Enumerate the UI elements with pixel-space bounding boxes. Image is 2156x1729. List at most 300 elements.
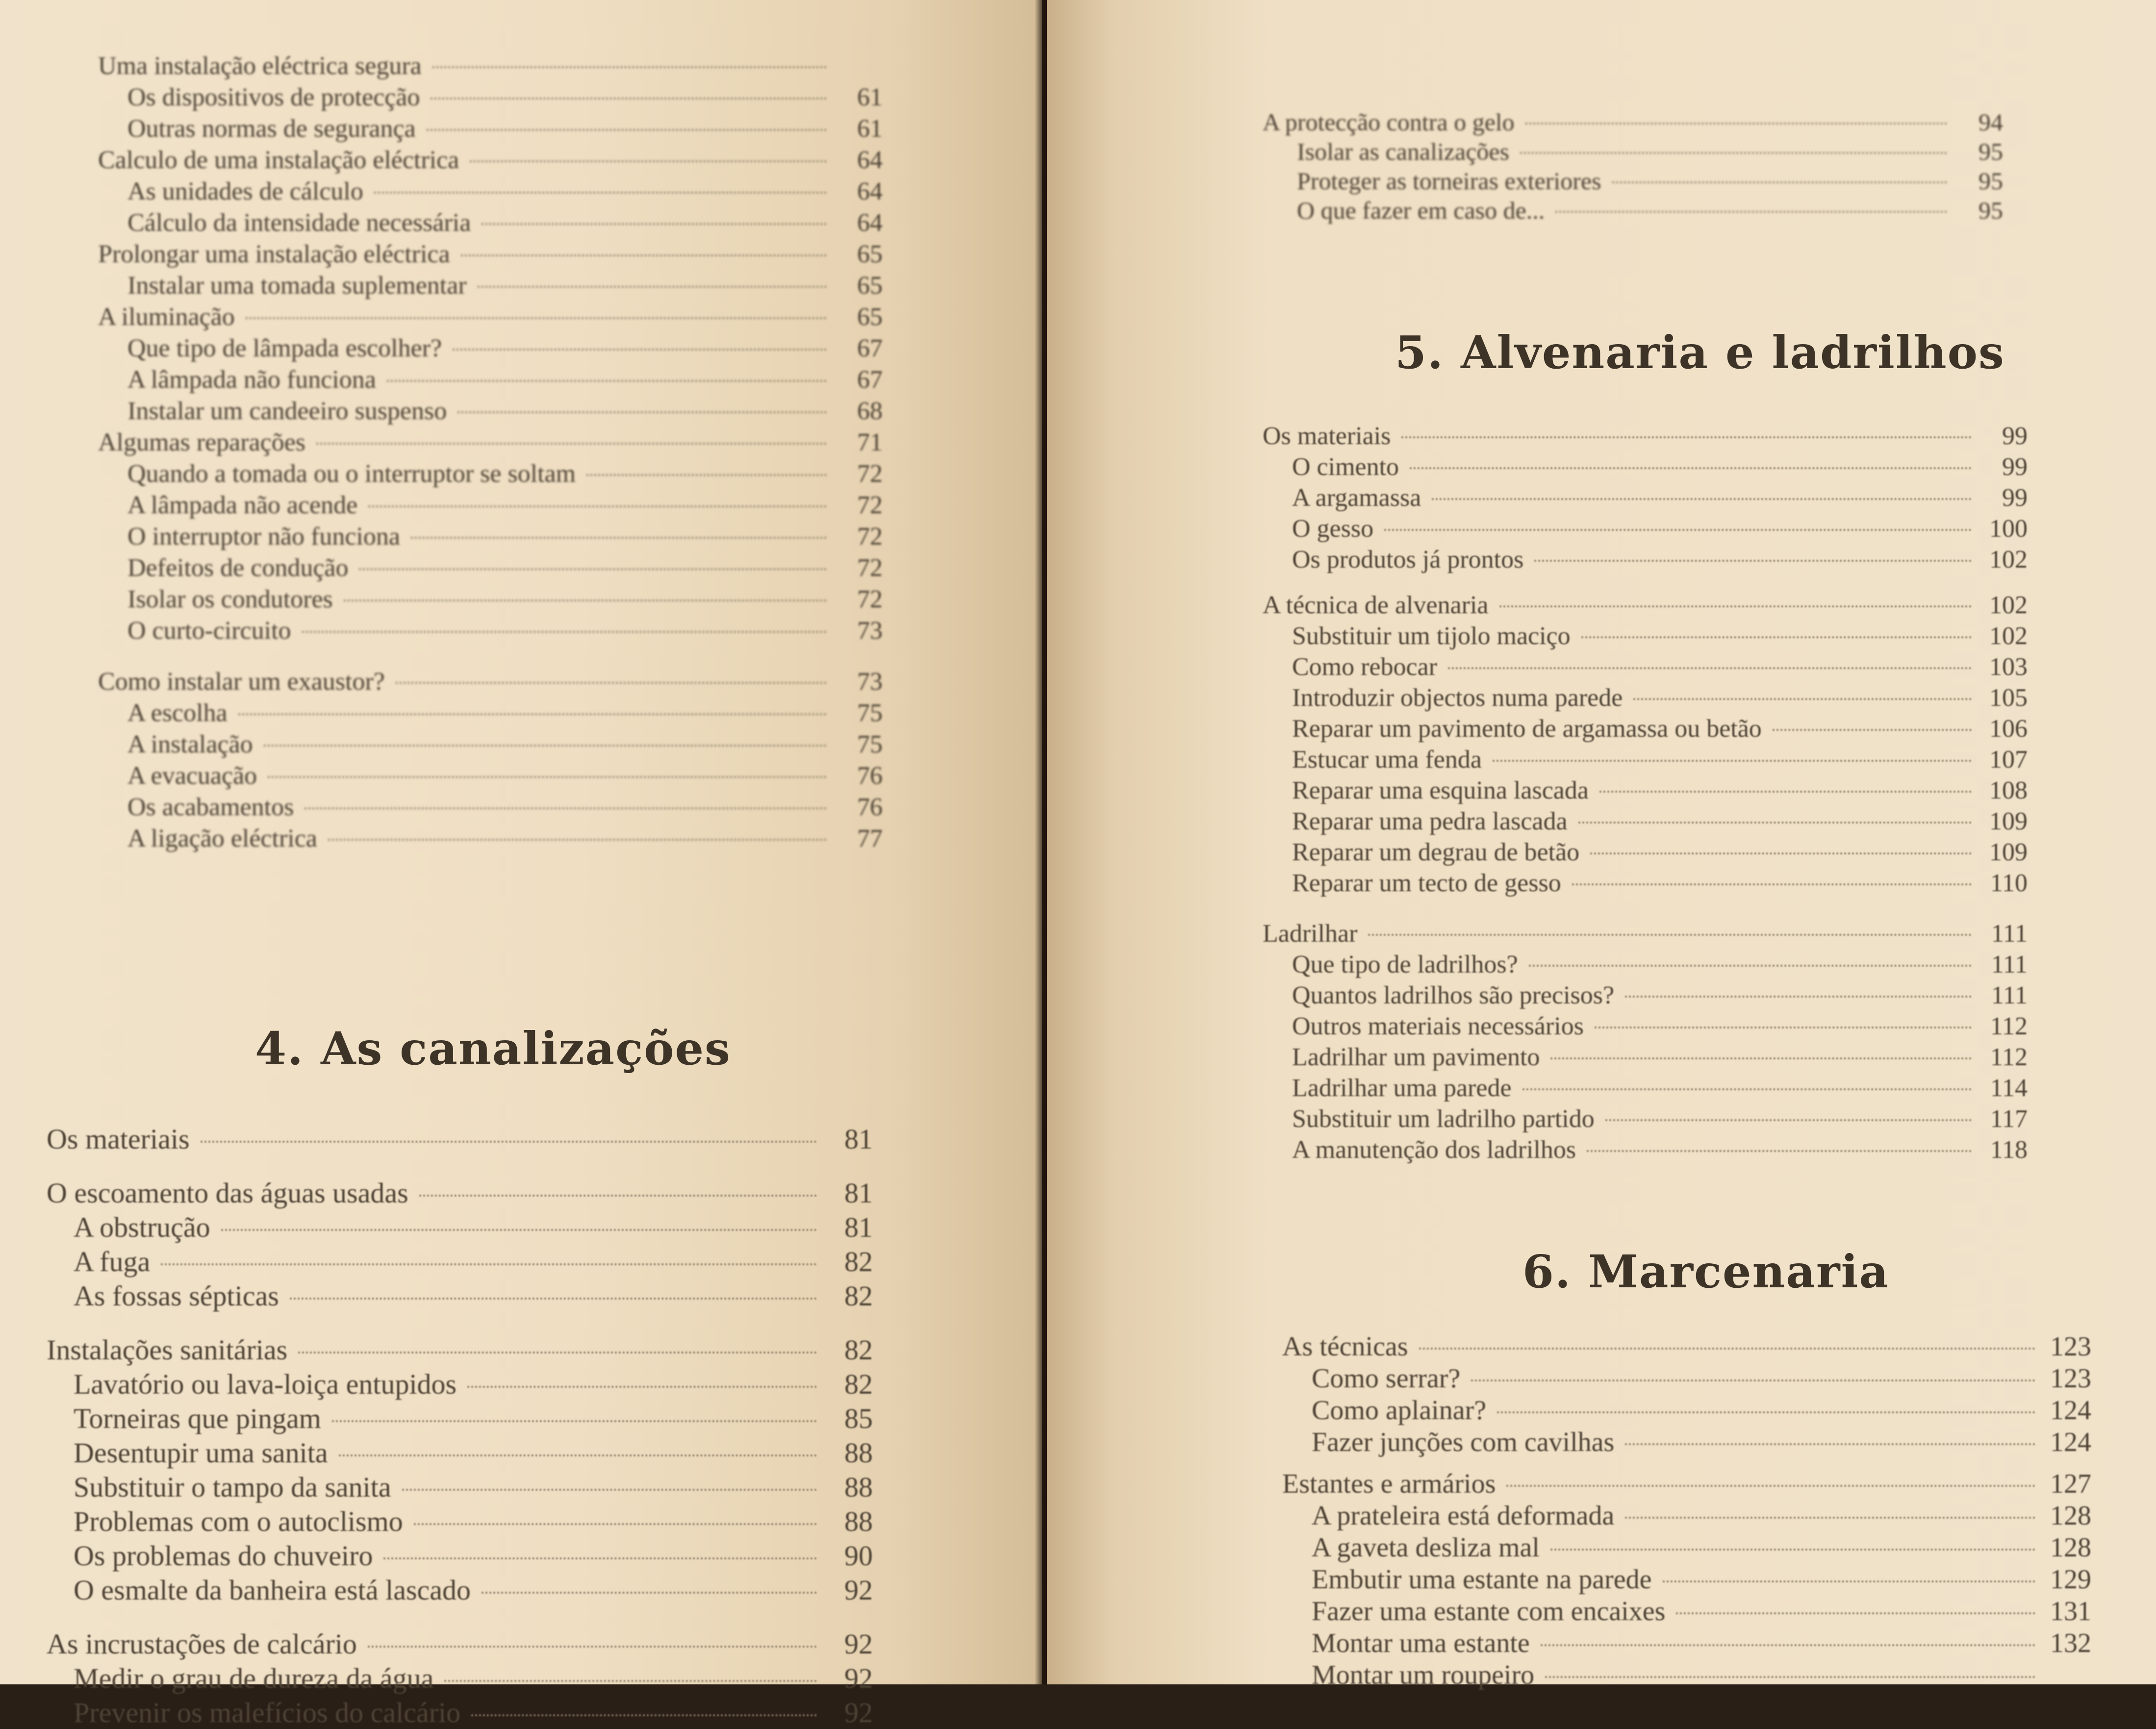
toc-entry-label: Fazer junções com cavilhas <box>1312 1427 1615 1457</box>
toc-entry-page-number: 131 <box>2050 1596 2091 1627</box>
toc-entry <box>98 667 883 696</box>
toc-entry-label: Como aplainar? <box>1312 1395 1487 1426</box>
toc-entry-label: O curto-circuito <box>127 617 291 645</box>
toc-entry-label: Instalar uma tomada suplementar <box>127 272 467 300</box>
toc-entry <box>127 553 883 582</box>
toc-entry-page-number: 67 <box>857 366 883 394</box>
toc-entry-leader-dots <box>368 505 827 507</box>
toc-entry-leader-dots <box>467 1386 817 1388</box>
toc-entry-page-number: 81 <box>844 1211 873 1243</box>
toc-entry-leader-dots <box>478 286 827 288</box>
toc-entry-page-number: 61 <box>857 83 883 111</box>
toc-entry-leader-dots <box>1663 1580 2036 1582</box>
toc-entry <box>47 1333 873 1366</box>
toc-entry-leader-dots <box>1534 560 1972 562</box>
toc-entry-leader-dots <box>586 474 827 476</box>
toc-entry-page-number: 118 <box>1990 1136 2028 1164</box>
toc-entry-page-number: 88 <box>844 1437 873 1469</box>
toc-entry <box>74 1662 873 1695</box>
left-page <box>0 0 1042 1729</box>
toc-entry <box>1292 483 2028 512</box>
toc-entry-leader-dots <box>396 682 827 684</box>
toc-entry <box>1312 1363 2091 1394</box>
toc-entry-label: As incrustações de calcário <box>47 1628 357 1660</box>
toc-entry-label: A escolha <box>127 699 228 727</box>
toc-entry-page-number: 72 <box>857 523 883 551</box>
toc-entry <box>1292 714 2028 743</box>
toc-entry-label: A instalação <box>127 730 253 758</box>
toc-entry-label: A argamassa <box>1292 484 1421 512</box>
toc-entry-leader-dots <box>1555 211 1947 213</box>
toc-entry <box>1263 422 2028 451</box>
toc-entry-label: A lâmpada não funciona <box>127 366 376 394</box>
toc-entry-leader-dots <box>1384 529 1972 531</box>
toc-entry <box>98 146 883 175</box>
toc-entry-page-number: 73 <box>857 668 883 696</box>
toc-entry-label: Introduzir objectos numa parede <box>1292 684 1623 712</box>
toc-entry-leader-dots <box>1676 1612 2035 1614</box>
toc-entry-leader-dots <box>1545 1676 2035 1678</box>
toc-entry-label: Reparar um pavimento de argamassa ou betão <box>1292 715 1762 743</box>
toc-entry-label: Como rebocar <box>1292 653 1438 681</box>
toc-entry-page-number: 72 <box>857 554 883 582</box>
toc-entry-page-number: 76 <box>857 793 883 821</box>
toc-entry-label: Medir o grau de dureza da água <box>74 1662 434 1694</box>
toc-entry <box>127 397 883 426</box>
toc-entry-leader-dots <box>328 839 827 841</box>
toc-entry <box>47 1123 873 1155</box>
toc-entry <box>1312 1628 2091 1659</box>
toc-entry-leader-dots <box>402 1489 817 1491</box>
toc-entry-label: Torneiras que pingam <box>74 1403 321 1434</box>
toc-entry-leader-dots <box>1633 698 1972 700</box>
toc-entry-label: A protecção contra o gelo <box>1263 108 1515 136</box>
toc-entry <box>127 793 883 822</box>
toc-entry <box>98 302 883 331</box>
toc-entry <box>127 271 883 300</box>
toc-entry-page-number: 100 <box>1989 515 2028 543</box>
toc-entry-label: Como serrar? <box>1312 1363 1461 1394</box>
toc-entry-label: Os acabamentos <box>127 793 294 821</box>
toc-entry-page-number: 85 <box>844 1403 873 1434</box>
toc-entry <box>74 1279 873 1312</box>
toc-entry <box>1297 196 2003 225</box>
toc-entry-leader-dots <box>304 807 827 809</box>
toc-entry <box>1292 1104 2028 1133</box>
toc-entry-label: Reparar uma esquina lascada <box>1292 777 1589 804</box>
toc-entry-page-number: 67 <box>857 334 883 362</box>
toc-entry <box>127 585 883 614</box>
toc-entry-leader-dots <box>471 1714 817 1716</box>
toc-entry-page-number: 64 <box>857 209 883 237</box>
toc-entry <box>127 114 883 143</box>
toc-entry-leader-dots <box>368 1646 817 1648</box>
toc-entry-label: Os materiais <box>1263 422 1391 450</box>
toc-entry <box>127 208 883 237</box>
toc-entry-label: A técnica de alvenaria <box>1263 591 1489 619</box>
toc-entry-page-number: 129 <box>2050 1564 2091 1595</box>
toc-entry-leader-dots <box>359 568 827 570</box>
toc-entry <box>1292 652 2028 681</box>
toc-entry-page-number: 108 <box>1989 777 2028 804</box>
toc-entry <box>1292 452 2028 481</box>
toc-entry-leader-dots <box>1525 123 1947 125</box>
toc-entry-label: Problemas com o autoclismo <box>74 1505 403 1537</box>
toc-entry-label: Quantos ladrilhos são precisos? <box>1292 981 1615 1009</box>
toc-entry-leader-dots <box>246 317 827 319</box>
toc-entry <box>1292 622 2028 651</box>
toc-entry <box>98 51 883 80</box>
toc-entry <box>1292 807 2028 836</box>
toc-entry <box>1282 1468 2091 1500</box>
toc-entry-leader-dots <box>1432 498 1972 500</box>
toc-entry-page-number: 72 <box>857 491 883 519</box>
toc-entry-leader-dots <box>344 600 827 601</box>
toc-entry-leader-dots <box>457 411 827 413</box>
toc-entry-page-number: 65 <box>857 303 883 331</box>
toc-entry-label: Lavatório ou lava-loiça entupidos <box>74 1368 457 1400</box>
toc-entry <box>1312 1596 2091 1627</box>
toc-entry-label: A fuga <box>74 1246 151 1278</box>
right-page <box>1047 0 2156 1690</box>
chapter-4-title: 4. As canalizações <box>255 1022 731 1075</box>
toc-entry-leader-dots <box>1410 467 1972 469</box>
toc-entry-page-number: 132 <box>2050 1628 2091 1658</box>
toc-entry-label: O cimento <box>1292 453 1399 481</box>
toc-entry-page-number: 102 <box>1989 622 2028 650</box>
toc-entry-leader-dots <box>221 1229 817 1231</box>
toc-entry-leader-dots <box>1590 852 1972 854</box>
toc-entry-label: A iluminação <box>98 303 235 331</box>
toc-entry-leader-dots <box>1368 934 1972 936</box>
toc-entry-label: O gesso <box>1292 515 1374 543</box>
toc-entry-label: Ladrilhar um pavimento <box>1292 1043 1540 1071</box>
toc-entry-leader-dots <box>1587 1150 1972 1152</box>
toc-entry-leader-dots <box>1493 760 1972 762</box>
toc-entry-page-number: 114 <box>1990 1074 2028 1102</box>
toc-entry-leader-dots <box>387 380 827 382</box>
toc-entry-leader-dots <box>1401 436 1972 438</box>
toc-entry-label: Prolongar uma instalação eléctrica <box>98 240 450 268</box>
toc-entry <box>1292 683 2028 712</box>
toc-entry-page-number: 124 <box>2050 1427 2091 1457</box>
toc-entry <box>1312 1659 2091 1691</box>
toc-entry-leader-dots <box>264 745 827 747</box>
toc-entry-label: Desentupir uma sanita <box>74 1437 328 1469</box>
toc-entry-page-number: 92 <box>844 1662 873 1694</box>
toc-entry-page-number: 65 <box>857 272 883 300</box>
toc-entry <box>74 1245 873 1278</box>
toc-entry-leader-dots <box>298 1352 817 1353</box>
toc-entry <box>74 1574 873 1606</box>
toc-entry-page-number: 82 <box>844 1280 873 1312</box>
toc-entry-leader-dots <box>444 1680 817 1682</box>
toc-entry <box>1297 137 2003 166</box>
toc-entry <box>1292 776 2028 805</box>
toc-entry-leader-dots <box>1506 1485 2035 1487</box>
toc-entry-page-number: 75 <box>857 730 883 758</box>
toc-entry-leader-dots <box>1497 1411 2035 1413</box>
toc-entry-leader-dots <box>1522 1088 1972 1090</box>
toc-entry-label: O esmalte da banheira está lascado <box>74 1574 471 1606</box>
toc-entry <box>127 616 883 645</box>
toc-entry-page-number: 95 <box>1978 197 2003 224</box>
toc-entry-page-number: 88 <box>844 1505 873 1537</box>
toc-entry-page-number: 128 <box>2050 1501 2091 1531</box>
toc-entry-leader-dots <box>1578 822 1972 824</box>
toc-entry-page-number: 99 <box>2002 453 2028 481</box>
toc-entry <box>127 365 883 394</box>
toc-entry-page-number: 88 <box>844 1471 873 1503</box>
toc-entry-page-number: 92 <box>844 1628 873 1660</box>
toc-entry <box>1312 1500 2091 1531</box>
toc-entry-leader-dots <box>316 443 827 445</box>
toc-entry-page-number: 102 <box>1989 546 2028 574</box>
toc-entry <box>1292 545 2028 574</box>
toc-entry <box>127 459 883 488</box>
toc-entry-label: Os materiais <box>47 1123 190 1155</box>
toc-entry <box>1292 838 2028 867</box>
toc-entry <box>127 824 883 853</box>
toc-entry-label: Estucar uma fenda <box>1292 746 1482 774</box>
toc-entry-label: A prateleira está deformada <box>1312 1501 1615 1531</box>
toc-entry-label: As técnicas <box>1282 1331 1408 1362</box>
toc-entry <box>1292 514 2028 543</box>
toc-entry-page-number: 81 <box>844 1123 873 1155</box>
toc-entry-label: O escoamento das águas usadas <box>47 1177 408 1209</box>
toc-entry-label: Proteger as torneiras exteriores <box>1297 167 1601 195</box>
toc-entry-label: Reparar um tecto de gesso <box>1292 869 1561 897</box>
toc-entry <box>127 699 883 727</box>
toc-entry <box>1292 1043 2028 1072</box>
toc-entry <box>74 1368 873 1401</box>
toc-entry-page-number: 75 <box>857 699 883 727</box>
toc-entry-page-number: 82 <box>844 1334 873 1366</box>
toc-entry-page-number: 102 <box>1989 591 2028 619</box>
toc-entry-leader-dots <box>268 776 827 778</box>
toc-entry-page-number: 123 <box>2050 1363 2091 1394</box>
toc-entry-page-number: 112 <box>1990 1043 2028 1071</box>
toc-entry-page-number: 77 <box>857 825 883 852</box>
toc-entry-leader-dots <box>1572 883 1972 885</box>
toc-entry-label: O que fazer em caso de... <box>1297 197 1545 224</box>
toc-entry-label: Outras normas de segurança <box>127 115 416 143</box>
toc-entry-label: Substituir um tijolo maciço <box>1292 622 1571 650</box>
toc-entry-page-number: 65 <box>857 240 883 268</box>
toc-entry-page-number: 68 <box>857 397 883 425</box>
toc-entry-page-number: 76 <box>857 762 883 790</box>
toc-entry-page-number: 95 <box>1978 167 2003 195</box>
toc-entry-page-number: 92 <box>844 1574 873 1606</box>
toc-entry <box>1263 919 2028 948</box>
toc-entry <box>1312 1532 2091 1563</box>
toc-entry-leader-dots <box>238 713 827 715</box>
toc-entry-page-number: 107 <box>1989 746 2028 774</box>
toc-entry-leader-dots <box>470 160 827 162</box>
toc-entry-page-number: 112 <box>1990 1012 2028 1040</box>
toc-entry <box>74 1211 873 1244</box>
toc-entry <box>1263 591 2028 620</box>
toc-entry <box>1292 950 2028 979</box>
toc-entry-page-number: 124 <box>2050 1395 2091 1426</box>
toc-entry-leader-dots <box>431 98 827 100</box>
toc-entry-leader-dots <box>302 631 827 633</box>
toc-entry-leader-dots <box>1595 1027 1972 1028</box>
toc-entry-leader-dots <box>1520 152 1947 154</box>
toc-entry-label: Algumas reparações <box>98 428 306 456</box>
toc-entry-label: Ladrilhar uma parede <box>1292 1074 1512 1102</box>
toc-entry <box>1263 108 2003 136</box>
toc-entry-leader-dots <box>1499 605 1972 607</box>
toc-entry-page-number: 92 <box>844 1697 873 1729</box>
toc-entry-leader-dots <box>161 1263 817 1265</box>
toc-entry <box>1312 1395 2091 1426</box>
toc-entry-leader-dots <box>1625 1443 2035 1445</box>
toc-entry-leader-dots <box>1550 1549 2035 1551</box>
toc-entry <box>1292 869 2028 898</box>
toc-entry <box>127 177 883 206</box>
toc-entry-label: Que tipo de ladrilhos? <box>1292 951 1518 978</box>
toc-entry-page-number: 71 <box>857 428 883 456</box>
toc-entry-page-number: 64 <box>857 146 883 174</box>
toc-entry <box>127 730 883 759</box>
toc-entry-label: Reparar uma pedra lascada <box>1292 807 1568 835</box>
toc-entry-page-number: 72 <box>857 460 883 488</box>
toc-entry-page-number: 109 <box>1989 807 2028 835</box>
toc-entry-page-number: 110 <box>1990 869 2028 897</box>
toc-entry-label: Calculo de uma instalação eléctrica <box>98 146 459 174</box>
toc-entry-page-number: 105 <box>1989 684 2028 712</box>
toc-entry-page-number: 81 <box>844 1177 873 1209</box>
toc-entry <box>98 428 883 457</box>
toc-entry <box>74 1696 873 1729</box>
toc-entry-leader-dots <box>1419 1348 2035 1350</box>
toc-entry-label: Instalar um candeeiro suspenso <box>127 397 447 425</box>
toc-entry-page-number: 123 <box>2050 1331 2091 1362</box>
toc-entry-page-number: 117 <box>1990 1105 2028 1133</box>
toc-entry-label: Montar uma estante <box>1312 1628 1530 1658</box>
toc-entry-label: A manutenção dos ladrilhos <box>1292 1136 1576 1164</box>
toc-entry-page-number: 103 <box>1989 653 2028 681</box>
toc-entry-label: Os dispositivos de protecção <box>127 83 420 111</box>
toc-entry <box>74 1402 873 1435</box>
toc-entry-leader-dots <box>383 1557 817 1559</box>
toc-entry-page-number: 109 <box>1989 838 2028 866</box>
toc-entry-leader-dots <box>1625 1517 2035 1519</box>
toc-entry-page-number: 99 <box>2002 422 2028 450</box>
toc-entry <box>74 1505 873 1538</box>
toc-entry-label: Isolar as canalizações <box>1297 138 1510 165</box>
toc-entry-label: Quando a tomada ou o interruptor se soltam <box>127 460 576 488</box>
toc-entry-label: Cálculo da intensidade necessária <box>127 209 471 237</box>
toc-entry-label: Montar um roupeiro <box>1312 1660 1535 1690</box>
toc-entry-page-number: 99 <box>2002 484 2028 512</box>
toc-entry-label: Os problemas do chuveiro <box>74 1540 373 1572</box>
toc-entry-page-number: 128 <box>2050 1532 2091 1563</box>
toc-entry-leader-dots <box>1612 181 1947 183</box>
toc-entry-leader-dots <box>1581 636 1972 638</box>
toc-entry-leader-dots <box>482 223 827 225</box>
toc-entry <box>1312 1564 2091 1595</box>
toc-entry-label: As unidades de cálculo <box>127 177 363 205</box>
toc-entry-label: Embutir uma estante na parede <box>1312 1564 1652 1595</box>
toc-entry-label: A ligação eléctrica <box>127 825 317 852</box>
toc-entry-label: Isolar os condutores <box>127 585 333 613</box>
toc-entry-page-number: 73 <box>857 617 883 645</box>
toc-entry-leader-dots <box>339 1454 817 1456</box>
toc-entry-label: A lâmpada não acende <box>127 491 358 519</box>
toc-entry-page-number: 61 <box>857 115 883 143</box>
toc-entry-label: Estantes e armários <box>1282 1469 1496 1499</box>
toc-entry-leader-dots <box>419 1195 817 1197</box>
toc-entry-label: Outros materiais necessários <box>1292 1012 1584 1040</box>
toc-entry-page-number: 72 <box>857 585 883 613</box>
toc-entry <box>1282 1331 2091 1362</box>
toc-entry-leader-dots <box>482 1592 817 1594</box>
toc-entry-page-number: 94 <box>1978 108 2003 136</box>
toc-entry-leader-dots <box>414 1523 817 1525</box>
toc-entry-page-number: 95 <box>1978 138 2003 165</box>
toc-entry-label: Substituir um ladrilho partido <box>1292 1105 1595 1133</box>
toc-entry-leader-dots <box>411 537 827 539</box>
toc-entry-label: Prevenir os malefícios do calcário <box>74 1697 461 1729</box>
toc-entry-leader-dots <box>1471 1379 2035 1381</box>
toc-entry-label: Os produtos já prontos <box>1292 546 1524 574</box>
toc-entry-label: Reparar um degrau de betão <box>1292 838 1580 866</box>
toc-entry-label: Defeitos de condução <box>127 554 349 582</box>
toc-entry-label: As fossas sépticas <box>74 1280 279 1312</box>
toc-entry <box>1292 1074 2028 1103</box>
toc-entry-leader-dots <box>1625 996 1972 998</box>
chapter-6-title: 6. Marcenaria <box>1522 1245 1890 1298</box>
toc-entry-page-number: 111 <box>1991 920 2028 948</box>
toc-entry <box>127 83 883 112</box>
toc-entry-leader-dots <box>1599 791 1972 793</box>
toc-entry-page-number: 111 <box>1991 981 2028 1009</box>
toc-entry-leader-dots <box>427 129 827 131</box>
toc-entry-page-number: 127 <box>2050 1469 2091 1499</box>
toc-entry-leader-dots <box>453 349 827 351</box>
toc-entry-leader-dots <box>1529 965 1972 967</box>
toc-entry-page-number: 106 <box>1989 715 2028 743</box>
toc-entry-leader-dots <box>1541 1644 2035 1646</box>
toc-entry-leader-dots <box>290 1298 817 1300</box>
toc-entry-leader-dots <box>1550 1057 1972 1059</box>
toc-entry <box>74 1539 873 1572</box>
toc-entry-leader-dots <box>1605 1119 1972 1121</box>
toc-entry <box>74 1436 873 1469</box>
toc-entry <box>1292 745 2028 774</box>
toc-entry-page-number: 82 <box>844 1246 873 1278</box>
toc-entry <box>47 1177 873 1209</box>
toc-entry-leader-dots <box>374 192 827 194</box>
toc-entry-leader-dots <box>332 1420 817 1422</box>
toc-entry-leader-dots <box>201 1141 817 1143</box>
toc-entry-leader-dots <box>1448 667 1972 669</box>
toc-entry-label: Uma instalação eléctrica segura <box>98 52 422 80</box>
toc-entry-label: Como instalar um exaustor? <box>98 668 385 696</box>
toc-entry <box>1312 1427 2091 1458</box>
toc-entry-page-number: 111 <box>1991 951 2028 978</box>
toc-entry <box>1297 167 2003 195</box>
toc-entry <box>1292 981 2028 1010</box>
toc-entry <box>1292 1135 2028 1164</box>
toc-entry <box>127 491 883 520</box>
toc-entry-leader-dots <box>461 254 827 256</box>
toc-entry-page-number: 90 <box>844 1540 873 1572</box>
toc-entry-label: Que tipo de lâmpada escolher? <box>127 334 442 362</box>
chapter-5-title: 5. Alvenaria e ladrilhos <box>1395 326 2005 379</box>
